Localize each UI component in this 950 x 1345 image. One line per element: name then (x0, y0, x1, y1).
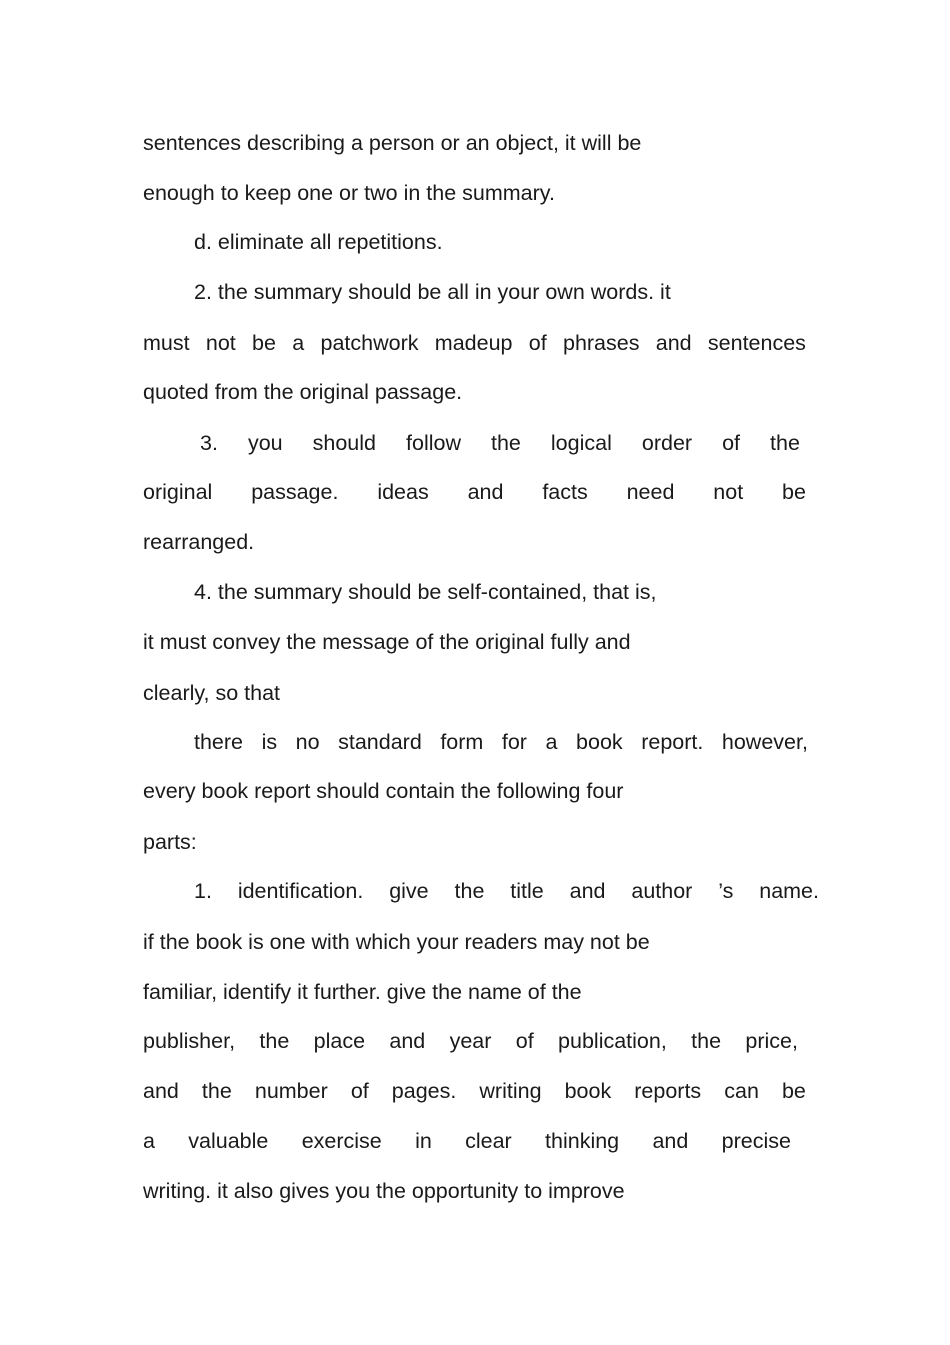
word: the (201, 1079, 232, 1103)
word: order (641, 431, 693, 455)
word: and (652, 1129, 689, 1153)
text-line (194, 878, 819, 904)
word: author (631, 879, 693, 903)
word: for (501, 730, 527, 754)
word: the (691, 1029, 722, 1053)
word: 3. (200, 431, 218, 455)
word: you (247, 431, 283, 455)
word: original (143, 480, 213, 504)
word: valuable (188, 1129, 269, 1153)
word: in (415, 1129, 432, 1153)
word: be (781, 1079, 806, 1103)
word: give (389, 879, 429, 903)
word: publication, (558, 1029, 667, 1053)
text-line: every book report should contain the following four (143, 779, 624, 803)
word: the (259, 1029, 290, 1053)
text-line (143, 1028, 798, 1054)
text-line: parts: (143, 830, 197, 854)
text-line (143, 1128, 791, 1154)
word: need (626, 480, 675, 504)
text-line: it must convey the message of the original fully and (143, 630, 631, 654)
word: year (449, 1029, 492, 1053)
word: identification. (237, 879, 364, 903)
word: ’s (718, 879, 734, 903)
word: however, (721, 730, 808, 754)
text-line (143, 479, 806, 505)
word: sentences (707, 331, 806, 355)
text-line (194, 729, 808, 755)
word: price, (745, 1029, 798, 1053)
text-line: sentences describing a person or an object, it will be (143, 131, 642, 155)
word: a (292, 331, 305, 355)
word: the (491, 431, 521, 455)
word: must (143, 331, 190, 355)
word: patchwork (320, 331, 419, 355)
word: should (312, 431, 376, 455)
word: thinking (545, 1129, 620, 1153)
word: 1. (194, 879, 212, 903)
word: book (564, 1079, 612, 1103)
text-line: enough to keep one or two in the summary. (143, 181, 555, 205)
word: and (143, 1079, 179, 1103)
word: pages. (391, 1079, 457, 1103)
word: book (576, 730, 623, 754)
word: follow (406, 431, 461, 455)
text-line: d. eliminate all repetitions. (194, 230, 443, 254)
word: passage. (251, 480, 339, 504)
word: writing (479, 1079, 542, 1103)
word: of (722, 431, 741, 455)
word: logical (550, 431, 612, 455)
word: and (467, 480, 504, 504)
word: be (782, 480, 806, 504)
word: no (295, 730, 320, 754)
text-line: quoted from the original passage. (143, 380, 463, 404)
word: not (205, 331, 236, 355)
word: report. (641, 730, 704, 754)
text-line: clearly, so that (143, 681, 281, 705)
word: clear (465, 1129, 512, 1153)
word: publisher, (143, 1029, 236, 1053)
word: standard (338, 730, 422, 754)
text-line: 4. the summary should be self-contained, that is, (194, 580, 657, 604)
text-line: 2. the summary should be all in your own words. it (194, 280, 671, 304)
word: name. (759, 879, 819, 903)
text-line (143, 330, 806, 356)
text-line: writing. it also gives you the opportunity to improve (143, 1179, 625, 1203)
word: and (655, 331, 692, 355)
text-line: if the book is one with which your readers may not be (143, 930, 650, 954)
word: reports (634, 1079, 702, 1103)
word: a (545, 730, 558, 754)
word: be (252, 331, 276, 355)
text-line: rearranged. (143, 530, 255, 554)
word: form (440, 730, 484, 754)
word: the (770, 431, 800, 455)
word: of (528, 331, 547, 355)
word: a (143, 1129, 155, 1153)
text-line (200, 430, 800, 456)
word: facts (542, 480, 588, 504)
word: not (713, 480, 744, 504)
word: of (515, 1029, 534, 1053)
word: number (254, 1079, 328, 1103)
word: there (194, 730, 244, 754)
word: is (261, 730, 278, 754)
word: phrases (562, 331, 640, 355)
word: madeup (434, 331, 513, 355)
word: of (350, 1079, 369, 1103)
word: exercise (301, 1129, 382, 1153)
word: the (454, 879, 485, 903)
word: can (724, 1079, 759, 1103)
word: place (313, 1029, 366, 1053)
text-line (143, 1078, 806, 1104)
word: ideas (377, 480, 429, 504)
word: and (389, 1029, 426, 1053)
word: title (510, 879, 544, 903)
word: precise (721, 1129, 791, 1153)
word: and (569, 879, 606, 903)
text-line: familiar, identify it further. give the name of the (143, 980, 582, 1004)
